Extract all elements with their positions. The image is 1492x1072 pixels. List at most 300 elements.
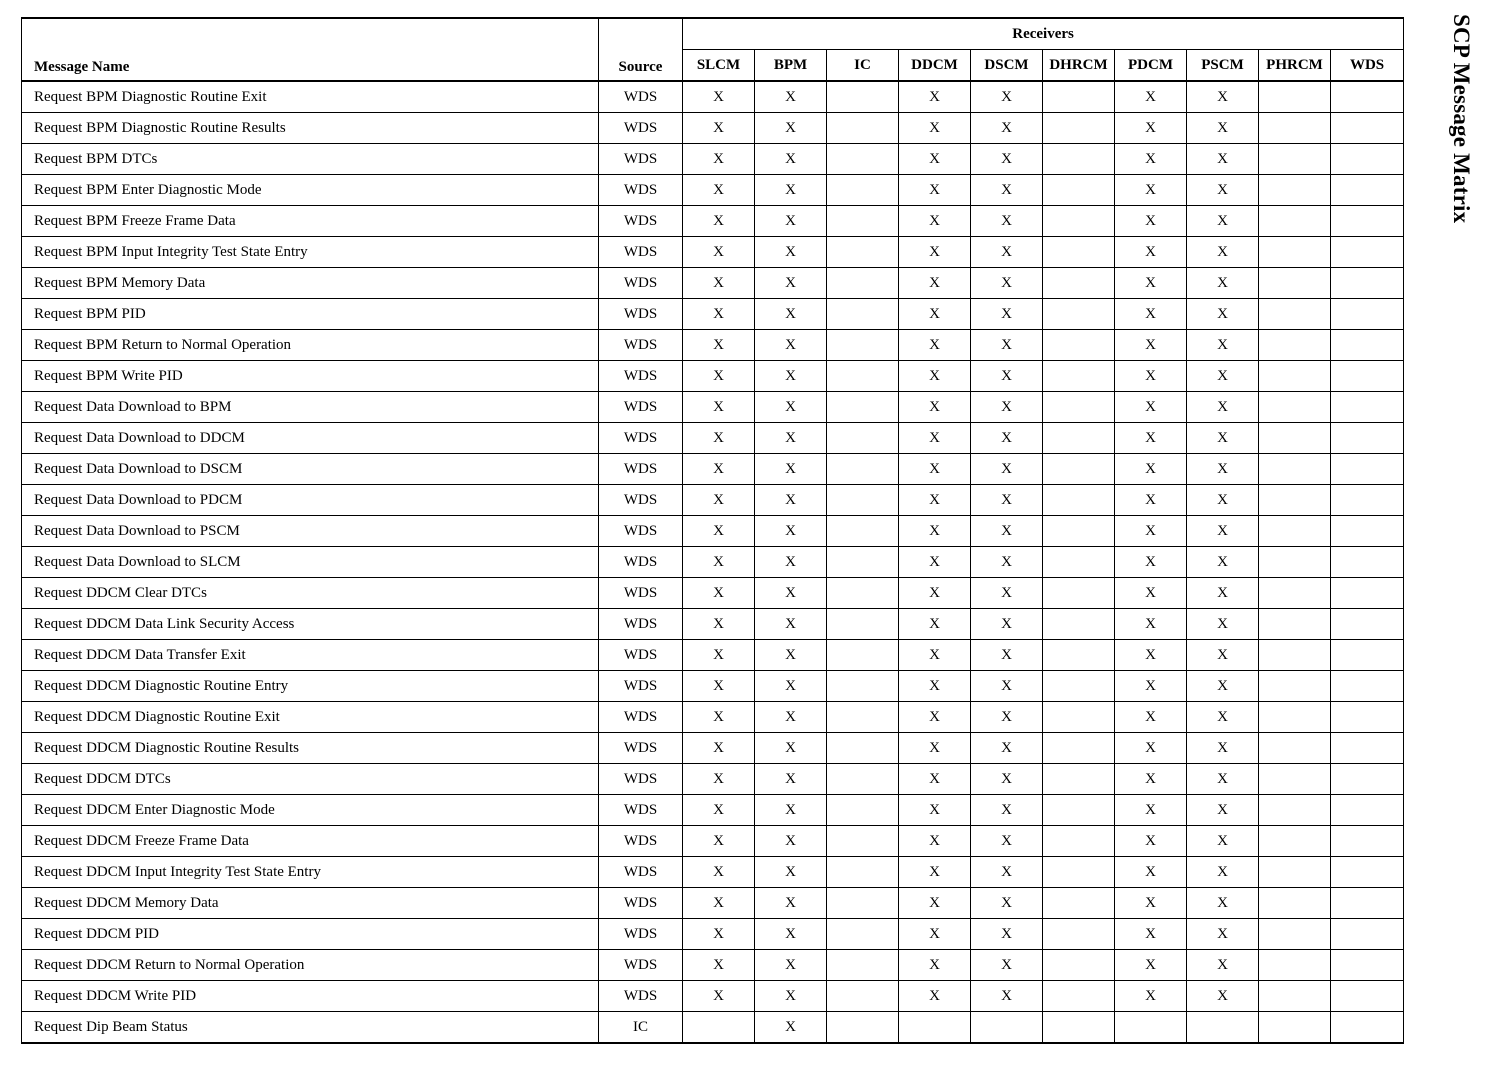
receiver-mark-cell: X bbox=[899, 547, 971, 578]
source-cell: WDS bbox=[599, 144, 683, 175]
receiver-mark-cell: X bbox=[1187, 981, 1259, 1012]
receiver-header-phrcm: PHRCM bbox=[1259, 50, 1331, 82]
receiver-mark-cell: X bbox=[971, 733, 1043, 764]
receiver-mark-cell bbox=[1259, 330, 1331, 361]
receiver-mark-cell: X bbox=[1115, 485, 1187, 516]
message-name-cell: Request DDCM Diagnostic Routine Entry bbox=[22, 671, 599, 702]
receiver-mark-cell bbox=[827, 733, 899, 764]
receiver-mark-cell bbox=[827, 299, 899, 330]
receiver-mark-cell: X bbox=[899, 578, 971, 609]
receiver-mark-cell: X bbox=[1187, 888, 1259, 919]
message-name-cell: Request DDCM Write PID bbox=[22, 981, 599, 1012]
message-name-cell: Request DDCM Data Link Security Access bbox=[22, 609, 599, 640]
receiver-mark-cell: X bbox=[971, 175, 1043, 206]
receiver-mark-cell bbox=[1043, 640, 1115, 671]
table-row bbox=[22, 578, 1404, 609]
receiver-mark-cell bbox=[1043, 516, 1115, 547]
receiver-mark-cell: X bbox=[971, 888, 1043, 919]
source-header: Source bbox=[599, 18, 683, 81]
receiver-mark-cell bbox=[827, 640, 899, 671]
receiver-mark-cell: X bbox=[899, 113, 971, 144]
receiver-mark-cell: X bbox=[683, 175, 755, 206]
receiver-mark-cell bbox=[1259, 299, 1331, 330]
receiver-mark-cell: X bbox=[1115, 392, 1187, 423]
receiver-mark-cell: X bbox=[971, 795, 1043, 826]
message-name-cell: Request Data Download to PDCM bbox=[22, 485, 599, 516]
source-cell: WDS bbox=[599, 330, 683, 361]
receiver-mark-cell: X bbox=[899, 764, 971, 795]
message-name-cell: Request DDCM Return to Normal Operation bbox=[22, 950, 599, 981]
receiver-mark-cell: X bbox=[1115, 764, 1187, 795]
receiver-mark-cell: X bbox=[683, 81, 755, 113]
receiver-mark-cell: X bbox=[971, 981, 1043, 1012]
receiver-header-dscm: DSCM bbox=[971, 50, 1043, 82]
receiver-mark-cell bbox=[1259, 702, 1331, 733]
receiver-mark-cell: X bbox=[683, 268, 755, 299]
table-row bbox=[22, 299, 1404, 330]
receiver-mark-cell bbox=[1043, 144, 1115, 175]
receiver-mark-cell bbox=[1331, 330, 1404, 361]
receiver-mark-cell: X bbox=[683, 857, 755, 888]
message-name-cell: Request Data Download to DSCM bbox=[22, 454, 599, 485]
source-cell: WDS bbox=[599, 361, 683, 392]
message-name-cell: Request DDCM Freeze Frame Data bbox=[22, 826, 599, 857]
receiver-mark-cell bbox=[1043, 206, 1115, 237]
receiver-mark-cell: X bbox=[683, 640, 755, 671]
receiver-mark-cell: X bbox=[1187, 671, 1259, 702]
receiver-mark-cell: X bbox=[1115, 361, 1187, 392]
receiver-mark-cell: X bbox=[683, 578, 755, 609]
receiver-mark-cell bbox=[827, 919, 899, 950]
receiver-mark-cell: X bbox=[1115, 299, 1187, 330]
receiver-mark-cell bbox=[827, 330, 899, 361]
table-row bbox=[22, 1012, 1404, 1044]
receiver-mark-cell bbox=[827, 547, 899, 578]
receiver-mark-cell: X bbox=[755, 361, 827, 392]
receiver-mark-cell: X bbox=[683, 826, 755, 857]
receiver-mark-cell bbox=[1259, 237, 1331, 268]
receiver-mark-cell: X bbox=[899, 268, 971, 299]
table-row bbox=[22, 888, 1404, 919]
table-row bbox=[22, 609, 1404, 640]
source-cell: WDS bbox=[599, 237, 683, 268]
receiver-mark-cell: X bbox=[899, 671, 971, 702]
receiver-mark-cell: X bbox=[755, 113, 827, 144]
receiver-mark-cell bbox=[1259, 826, 1331, 857]
table-row bbox=[22, 981, 1404, 1012]
receiver-mark-cell: X bbox=[755, 268, 827, 299]
receiver-mark-cell bbox=[827, 826, 899, 857]
receiver-mark-cell: X bbox=[899, 981, 971, 1012]
receiver-mark-cell bbox=[1331, 547, 1404, 578]
receiver-mark-cell: X bbox=[899, 361, 971, 392]
receiver-mark-cell: X bbox=[899, 485, 971, 516]
receiver-mark-cell: X bbox=[1187, 237, 1259, 268]
table-row bbox=[22, 330, 1404, 361]
receiver-mark-cell: X bbox=[1187, 919, 1259, 950]
receiver-mark-cell: X bbox=[1187, 516, 1259, 547]
receiver-mark-cell: X bbox=[1115, 144, 1187, 175]
receiver-mark-cell bbox=[1259, 113, 1331, 144]
receiver-mark-cell: X bbox=[971, 485, 1043, 516]
receiver-mark-cell: X bbox=[899, 857, 971, 888]
receiver-mark-cell: X bbox=[755, 237, 827, 268]
receiver-mark-cell: X bbox=[899, 888, 971, 919]
table-row bbox=[22, 206, 1404, 237]
receiver-mark-cell bbox=[971, 1012, 1043, 1044]
receiver-mark-cell: X bbox=[755, 578, 827, 609]
table-row bbox=[22, 826, 1404, 857]
receiver-mark-cell: X bbox=[971, 392, 1043, 423]
table-row bbox=[22, 361, 1404, 392]
receiver-mark-cell bbox=[1331, 237, 1404, 268]
receiver-mark-cell: X bbox=[899, 423, 971, 454]
receiver-mark-cell: X bbox=[971, 206, 1043, 237]
receiver-mark-cell: X bbox=[1115, 578, 1187, 609]
receiver-mark-cell bbox=[827, 237, 899, 268]
receiver-mark-cell bbox=[1043, 888, 1115, 919]
receiver-header-ddcm: DDCM bbox=[899, 50, 971, 82]
table-row bbox=[22, 81, 1404, 113]
receiver-mark-cell bbox=[1043, 578, 1115, 609]
receiver-mark-cell: X bbox=[683, 423, 755, 454]
message-name-cell: Request DDCM PID bbox=[22, 919, 599, 950]
receiver-mark-cell bbox=[1331, 485, 1404, 516]
receiver-mark-cell: X bbox=[899, 950, 971, 981]
receiver-mark-cell bbox=[1043, 330, 1115, 361]
receiver-mark-cell bbox=[1331, 392, 1404, 423]
source-cell: WDS bbox=[599, 981, 683, 1012]
receiver-mark-cell: X bbox=[683, 237, 755, 268]
receiver-mark-cell: X bbox=[971, 640, 1043, 671]
message-name-cell: Request DDCM DTCs bbox=[22, 764, 599, 795]
source-cell: WDS bbox=[599, 702, 683, 733]
receiver-mark-cell: X bbox=[755, 299, 827, 330]
receiver-mark-cell: X bbox=[1115, 826, 1187, 857]
receiver-mark-cell: X bbox=[1115, 795, 1187, 826]
receiver-mark-cell bbox=[1043, 423, 1115, 454]
receiver-mark-cell: X bbox=[683, 299, 755, 330]
receiver-mark-cell bbox=[1331, 81, 1404, 113]
receiver-mark-cell: X bbox=[755, 175, 827, 206]
receiver-mark-cell: X bbox=[755, 81, 827, 113]
receiver-mark-cell bbox=[1331, 454, 1404, 485]
receiver-mark-cell bbox=[1331, 888, 1404, 919]
receiver-mark-cell: X bbox=[683, 330, 755, 361]
receiver-mark-cell bbox=[827, 144, 899, 175]
receiver-mark-cell: X bbox=[971, 299, 1043, 330]
receiver-mark-cell: X bbox=[971, 547, 1043, 578]
receiver-mark-cell: X bbox=[755, 516, 827, 547]
receiver-mark-cell: X bbox=[1187, 206, 1259, 237]
receiver-mark-cell: X bbox=[1187, 609, 1259, 640]
receiver-mark-cell bbox=[1259, 81, 1331, 113]
table-row bbox=[22, 919, 1404, 950]
source-cell: WDS bbox=[599, 826, 683, 857]
receiver-mark-cell: X bbox=[755, 1012, 827, 1044]
receiver-mark-cell bbox=[827, 795, 899, 826]
table-row bbox=[22, 268, 1404, 299]
receiver-mark-cell bbox=[1259, 795, 1331, 826]
receiver-mark-cell bbox=[827, 516, 899, 547]
receiver-mark-cell bbox=[827, 423, 899, 454]
receiver-mark-cell: X bbox=[755, 950, 827, 981]
receiver-mark-cell bbox=[1043, 113, 1115, 144]
receiver-mark-cell: X bbox=[971, 237, 1043, 268]
receiver-mark-cell bbox=[683, 1012, 755, 1044]
receiver-mark-cell: X bbox=[1115, 268, 1187, 299]
receiver-mark-cell bbox=[1259, 206, 1331, 237]
message-name-cell: Request DDCM Clear DTCs bbox=[22, 578, 599, 609]
message-name-cell: Request DDCM Data Transfer Exit bbox=[22, 640, 599, 671]
receiver-mark-cell: X bbox=[1187, 640, 1259, 671]
source-cell: WDS bbox=[599, 888, 683, 919]
message-name-cell: Request DDCM Enter Diagnostic Mode bbox=[22, 795, 599, 826]
message-name-cell: Request Data Download to PSCM bbox=[22, 516, 599, 547]
receiver-mark-cell bbox=[1043, 919, 1115, 950]
receiver-mark-cell bbox=[1259, 671, 1331, 702]
receiver-mark-cell bbox=[1043, 485, 1115, 516]
receiver-mark-cell: X bbox=[1187, 144, 1259, 175]
table-row bbox=[22, 795, 1404, 826]
receiver-mark-cell bbox=[1259, 733, 1331, 764]
receiver-mark-cell: X bbox=[971, 857, 1043, 888]
receiver-mark-cell: X bbox=[1187, 857, 1259, 888]
receiver-mark-cell: X bbox=[1115, 702, 1187, 733]
receiver-mark-cell: X bbox=[971, 268, 1043, 299]
receiver-mark-cell: X bbox=[1187, 826, 1259, 857]
source-cell: WDS bbox=[599, 175, 683, 206]
receiver-mark-cell bbox=[1043, 361, 1115, 392]
receiver-mark-cell bbox=[1043, 299, 1115, 330]
source-cell: WDS bbox=[599, 795, 683, 826]
receiver-mark-cell bbox=[1331, 857, 1404, 888]
receiver-mark-cell: X bbox=[971, 330, 1043, 361]
receiver-mark-cell: X bbox=[683, 144, 755, 175]
receiver-mark-cell bbox=[827, 392, 899, 423]
source-cell: WDS bbox=[599, 733, 683, 764]
table-row bbox=[22, 640, 1404, 671]
receiver-mark-cell: X bbox=[755, 206, 827, 237]
receiver-mark-cell bbox=[827, 857, 899, 888]
receiver-mark-cell bbox=[1043, 1012, 1115, 1044]
receiver-mark-cell: X bbox=[1187, 764, 1259, 795]
receiver-mark-cell bbox=[1331, 516, 1404, 547]
receiver-mark-cell: X bbox=[899, 609, 971, 640]
receiver-mark-cell bbox=[1043, 81, 1115, 113]
receiver-mark-cell bbox=[827, 454, 899, 485]
receiver-mark-cell: X bbox=[755, 330, 827, 361]
receiver-mark-cell: X bbox=[1187, 268, 1259, 299]
receiver-mark-cell: X bbox=[755, 826, 827, 857]
receiver-mark-cell: X bbox=[1187, 81, 1259, 113]
page-side-title: SCP Message Matrix bbox=[1449, 14, 1474, 224]
receiver-mark-cell bbox=[1043, 733, 1115, 764]
message-name-cell: Request BPM Return to Normal Operation bbox=[22, 330, 599, 361]
source-cell: WDS bbox=[599, 113, 683, 144]
receiver-mark-cell: X bbox=[971, 113, 1043, 144]
receiver-mark-cell: X bbox=[755, 702, 827, 733]
receiver-mark-cell: X bbox=[683, 795, 755, 826]
receiver-mark-cell: X bbox=[1115, 206, 1187, 237]
receiver-mark-cell: X bbox=[683, 516, 755, 547]
receiver-mark-cell: X bbox=[899, 144, 971, 175]
receiver-mark-cell bbox=[1043, 547, 1115, 578]
receiver-mark-cell bbox=[1259, 981, 1331, 1012]
receiver-mark-cell bbox=[1331, 795, 1404, 826]
receiver-mark-cell: X bbox=[1115, 733, 1187, 764]
receiver-mark-cell bbox=[1043, 175, 1115, 206]
receiver-mark-cell: X bbox=[971, 454, 1043, 485]
receiver-mark-cell: X bbox=[683, 671, 755, 702]
message-name-cell: Request DDCM Diagnostic Routine Exit bbox=[22, 702, 599, 733]
receiver-mark-cell bbox=[827, 578, 899, 609]
receiver-mark-cell: X bbox=[1187, 299, 1259, 330]
receiver-mark-cell bbox=[1331, 950, 1404, 981]
receiver-mark-cell: X bbox=[1187, 733, 1259, 764]
receiver-mark-cell: X bbox=[1115, 640, 1187, 671]
receiver-mark-cell bbox=[1043, 702, 1115, 733]
table-row bbox=[22, 144, 1404, 175]
receiver-mark-cell: X bbox=[755, 888, 827, 919]
receiver-mark-cell bbox=[827, 268, 899, 299]
source-cell: IC bbox=[599, 1012, 683, 1044]
message-name-cell: Request DDCM Input Integrity Test State Entry bbox=[22, 857, 599, 888]
receiver-mark-cell: X bbox=[683, 950, 755, 981]
receiver-mark-cell: X bbox=[755, 547, 827, 578]
receiver-mark-cell bbox=[827, 1012, 899, 1044]
receiver-mark-cell: X bbox=[1187, 578, 1259, 609]
receiver-mark-cell: X bbox=[971, 361, 1043, 392]
receiver-mark-cell: X bbox=[1115, 950, 1187, 981]
receiver-mark-cell bbox=[827, 361, 899, 392]
receiver-mark-cell bbox=[1043, 826, 1115, 857]
receiver-mark-cell: X bbox=[1115, 237, 1187, 268]
message-name-cell: Request Dip Beam Status bbox=[22, 1012, 599, 1044]
message-name-cell: Request DDCM Diagnostic Routine Results bbox=[22, 733, 599, 764]
receiver-mark-cell bbox=[1259, 857, 1331, 888]
receiver-mark-cell: X bbox=[755, 919, 827, 950]
receiver-mark-cell bbox=[827, 981, 899, 1012]
receiver-mark-cell bbox=[1331, 764, 1404, 795]
receiver-mark-cell: X bbox=[683, 206, 755, 237]
receiver-mark-cell: X bbox=[755, 144, 827, 175]
receiver-mark-cell: X bbox=[755, 671, 827, 702]
message-matrix-table bbox=[21, 17, 1404, 1044]
receiver-mark-cell bbox=[827, 206, 899, 237]
receiver-mark-cell: X bbox=[1187, 795, 1259, 826]
receiver-mark-cell bbox=[1259, 547, 1331, 578]
receiver-mark-cell: X bbox=[971, 578, 1043, 609]
table-row bbox=[22, 702, 1404, 733]
source-cell: WDS bbox=[599, 392, 683, 423]
receiver-mark-cell bbox=[1187, 1012, 1259, 1044]
receiver-mark-cell bbox=[1259, 1012, 1331, 1044]
receiver-mark-cell bbox=[1043, 857, 1115, 888]
receiver-header-bpm: BPM bbox=[755, 50, 827, 82]
receiver-mark-cell: X bbox=[683, 392, 755, 423]
message-name-cell: Request Data Download to DDCM bbox=[22, 423, 599, 454]
receiver-mark-cell: X bbox=[755, 640, 827, 671]
receiver-mark-cell: X bbox=[1187, 702, 1259, 733]
message-name-cell: Request BPM Diagnostic Routine Exit bbox=[22, 81, 599, 113]
table-row bbox=[22, 423, 1404, 454]
receiver-mark-cell bbox=[1043, 795, 1115, 826]
receiver-mark-cell: X bbox=[971, 423, 1043, 454]
table-row bbox=[22, 547, 1404, 578]
table-row bbox=[22, 392, 1404, 423]
receiver-mark-cell: X bbox=[899, 206, 971, 237]
receiver-mark-cell bbox=[1331, 578, 1404, 609]
receiver-mark-cell bbox=[827, 764, 899, 795]
message-name-cell: Request BPM Write PID bbox=[22, 361, 599, 392]
receiver-mark-cell: X bbox=[899, 640, 971, 671]
receiver-mark-cell bbox=[1259, 268, 1331, 299]
receiver-mark-cell bbox=[1331, 1012, 1404, 1044]
receiver-mark-cell: X bbox=[1115, 113, 1187, 144]
receiver-mark-cell: X bbox=[1115, 454, 1187, 485]
receiver-mark-cell: X bbox=[755, 454, 827, 485]
receiver-mark-cell bbox=[1259, 485, 1331, 516]
source-cell: WDS bbox=[599, 919, 683, 950]
receiver-mark-cell: X bbox=[1115, 609, 1187, 640]
receiver-mark-cell: X bbox=[971, 671, 1043, 702]
receiver-mark-cell: X bbox=[683, 981, 755, 1012]
receiver-mark-cell bbox=[1115, 1012, 1187, 1044]
receiver-mark-cell bbox=[1259, 144, 1331, 175]
receiver-mark-cell: X bbox=[755, 485, 827, 516]
receiver-mark-cell bbox=[1043, 671, 1115, 702]
receiver-mark-cell bbox=[827, 671, 899, 702]
receiver-mark-cell: X bbox=[1115, 175, 1187, 206]
message-name-cell: Request BPM Input Integrity Test State Entry bbox=[22, 237, 599, 268]
receiver-mark-cell: X bbox=[683, 454, 755, 485]
receiver-header-wds: WDS bbox=[1331, 50, 1404, 82]
receiver-header-slcm: SLCM bbox=[683, 50, 755, 82]
receiver-mark-cell: X bbox=[971, 144, 1043, 175]
receiver-mark-cell: X bbox=[755, 857, 827, 888]
table-row bbox=[22, 671, 1404, 702]
receiver-mark-cell bbox=[827, 485, 899, 516]
receiver-mark-cell bbox=[827, 950, 899, 981]
receiver-mark-cell: X bbox=[683, 702, 755, 733]
source-cell: WDS bbox=[599, 206, 683, 237]
receiver-mark-cell bbox=[1259, 764, 1331, 795]
receiver-mark-cell: X bbox=[683, 361, 755, 392]
receiver-mark-cell: X bbox=[683, 113, 755, 144]
message-name-cell: Request BPM DTCs bbox=[22, 144, 599, 175]
receiver-mark-cell bbox=[827, 81, 899, 113]
receiver-mark-cell: X bbox=[755, 423, 827, 454]
receiver-mark-cell bbox=[1331, 609, 1404, 640]
receiver-mark-cell: X bbox=[1115, 919, 1187, 950]
receiver-mark-cell: X bbox=[755, 392, 827, 423]
source-cell: WDS bbox=[599, 764, 683, 795]
receiver-mark-cell: X bbox=[1115, 330, 1187, 361]
receiver-mark-cell: X bbox=[683, 764, 755, 795]
receiver-mark-cell: X bbox=[899, 299, 971, 330]
receiver-mark-cell: X bbox=[755, 733, 827, 764]
receiver-mark-cell bbox=[1331, 175, 1404, 206]
receiver-mark-cell: X bbox=[1187, 485, 1259, 516]
receiver-mark-cell bbox=[1331, 733, 1404, 764]
receiver-mark-cell: X bbox=[899, 919, 971, 950]
matrix-body bbox=[22, 81, 1404, 1043]
message-name-cell: Request BPM Memory Data bbox=[22, 268, 599, 299]
receiver-mark-cell bbox=[1043, 268, 1115, 299]
receiver-mark-cell: X bbox=[755, 764, 827, 795]
message-name-cell: Request BPM Diagnostic Routine Results bbox=[22, 113, 599, 144]
